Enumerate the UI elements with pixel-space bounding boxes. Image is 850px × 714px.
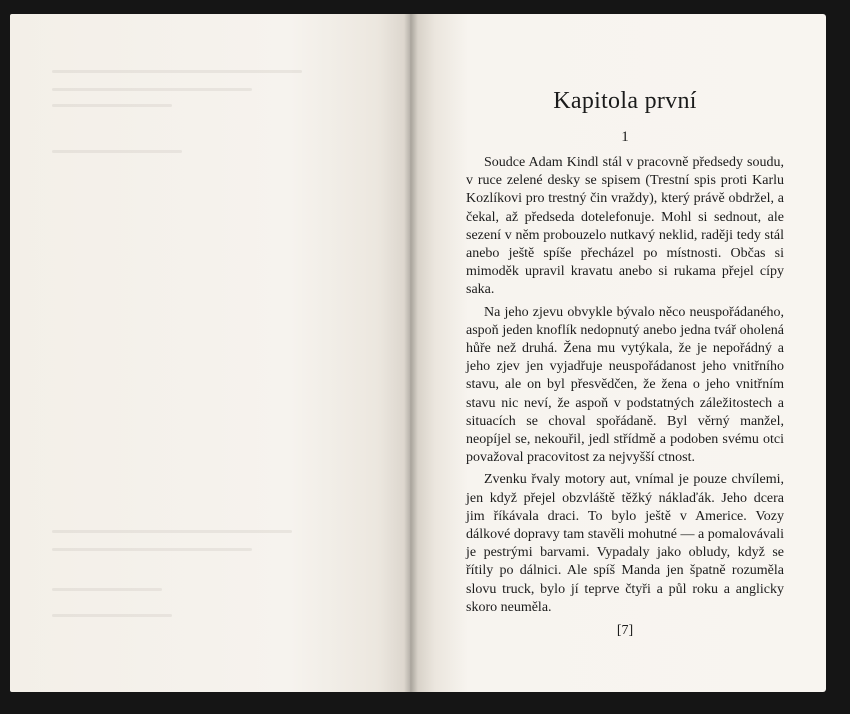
page-text	[466, 80, 784, 621]
chapter-title: Kapitola první	[553, 88, 697, 114]
section-number: 1	[621, 129, 629, 145]
paragraph: Na jeho zjevu obvykle bývalo něco neuspořádaného, aspoň jeden knoflík nedopnutý anebo jedna tvář oholená hůře než druhá. Žena mu vytýkala, že je nepořádný a jeho zjev jen vyjadřuje neuspořádanost jeho vnitřního stavu, ale on byl přesvědčen, že žena o jeho vnitřním stavu nic neví, že aspoň v podstatných záležitostech a situacích se choval spořádaně. Byl věrný manžel, neopíjel se, nekouřil, jedl střídmě a podoben svému otci považoval pracovitost za nejvyšší ctnost.	[466, 304, 784, 466]
page-number: [7]	[616, 623, 634, 638]
book-gutter	[404, 14, 418, 692]
paragraph: Soudce Adam Kindl stál v pracovně předsedy soudu, v ruce zelené desky se spisem (Trestní spis proti Karlu Kozlíkovi pro trestný čin vraždy), který právě obdržel, a čekal, až předseda dotelefonuje. Mohl si sednout, ale sezení v něm probouzelo nutkavý neklid, raději tedy stál anebo ještě spíše přecházel po místnosti. Občas si mimoděk upravil kravatu anebo si rukama přejel cípy saka.	[466, 155, 784, 298]
paragraph: Zvenku řvaly motory aut, vnímal je pouze chvílemi, jen když přejel obzvláště těžký náklaďák. Jeho dcera jim říkávala draci. To bylo ještě v Americe. Vozy dálkové dopravy tam stavěli mohutné — a pomalovávali je pestrými barvami. Vypadaly jako obludy, když se řítily po dálnici. Ale spíš Manda jen špatně rozuměla slovu truck, bylo jí teprve čtyři a půl roku a anglicky skoro neuměla.	[466, 472, 784, 615]
